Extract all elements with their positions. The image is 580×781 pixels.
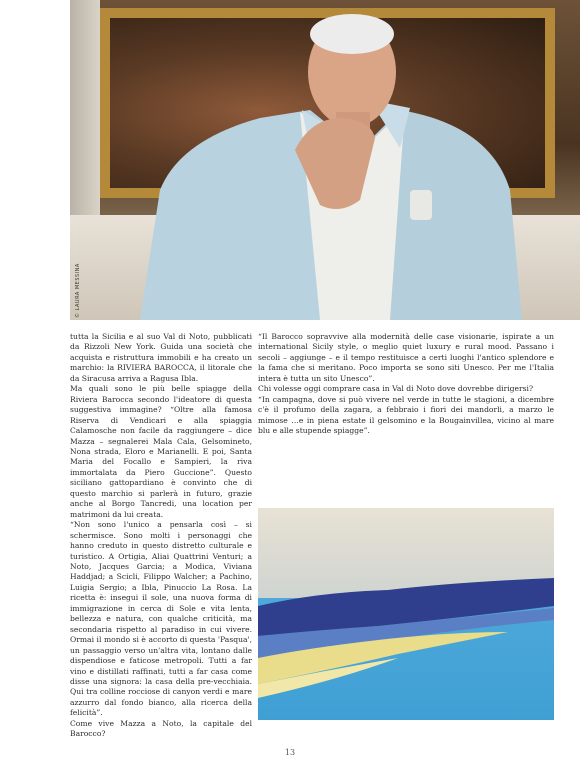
paragraph: Come vive Mazza a Noto, la capitale del Barocco?: [70, 718, 252, 739]
paragraph: tutta la Sicilia e al suo Val di Noto, pubblicati da Rizzoli New York. Guida una società che acquista e ristruttura immobili e ha creato un marchio: la RIVIERA BAROCCA, il litorale che da Siracusa arriva a Ragusa Ibla.: [70, 332, 252, 383]
paragraph: Ma quali sono le più belle spiagge della Riviera Barocca secondo l'ideatore di questa suggestiva immagine? “Oltre alla famosa Riserva di Vendicari e alla spiaggia Calamosche non facile da raggiungere – dice Mazza – segnalerei Mala Cala, Gelsomineto, Nona strada, Eloro e Marianelli. E poi, Santa Maria del Focallo e Sampieri, la riva immortalata da Piero Guccione”. Questo siciliano gattopardiano è convinto che di questo marchio si parlerà in futuro, grazie anche al Borgo Tancredi, una location per matrimoni da lui creata.: [70, 384, 252, 519]
seascape-painting: [258, 508, 554, 720]
photo-credit: © LAURA MESSINA: [75, 263, 81, 318]
page-number: 13: [284, 748, 296, 757]
article-column-left: [70, 332, 252, 740]
paragraph: “Non sono l'unico a pensarla così – si schermisce. Sono molti i personaggi che hanno creduto in questo distretto culturale e turistico. A Ortigia, Aliai Quattrini Venturi; a Noto, Jacques Garcia; a Modica, Viviana Haddjad; a Scicli, Filippo Walcher; a Pachino, Luigia Sergio; a Ibla, Pinuccio La Rosa. La ricetta è: insegui il sole, una nuova forma di immigrazione in cerca di Sole e vita lenta, bellezza e natura, con qualche criticità, ma secondaria rispetto al paradiso in cui vivere. Ormai il mondo si è accorto di questa 'Pasqua', un passaggio verso un'altra vita, lontano dalle dispendiose e faticose metropoli. Tutti a far vino e distillati raffinati, tutti a far casa come disse una signora: la casa della pre-vecchiaia. Qui tra colline rocciose di canyon verdi e mare azzurro dal fondo bianco, alla ricerca della felicità”.: [70, 520, 252, 718]
portrait-figure: [70, 0, 580, 320]
paragraph: Chi volesse oggi comprare casa in Val di Noto dove dovrebbe dirigersi?: [258, 384, 534, 394]
paragraph: “Il Barocco sopravvive alla modernità delle case visionarie, ispirate a un international Sicily style, o meglio quiet luxury e rural mood. Passano i secoli – aggiunge – e il tempo restituisce a certi luoghi l'antico splendore e la fama che si meritano. Poco importa se sono siti Unesco. Per me l'Italia intera è tutta un sito Unesco”.: [258, 332, 554, 383]
article-column-right: [258, 332, 554, 437]
paragraph: “In campagna, dove si può vivere nel verde in tutte le stagioni, a dicembre c'è il profumo della zagara, a febbraio i fiori dei mandorli, a marzo le mimose …e in piena estate il gelsomino e la Bougainvillea, vicino al mare blu e alle stupende spiagge”.: [258, 394, 554, 436]
hero-photo: [70, 0, 580, 320]
seascape-painting-art: [258, 508, 554, 720]
